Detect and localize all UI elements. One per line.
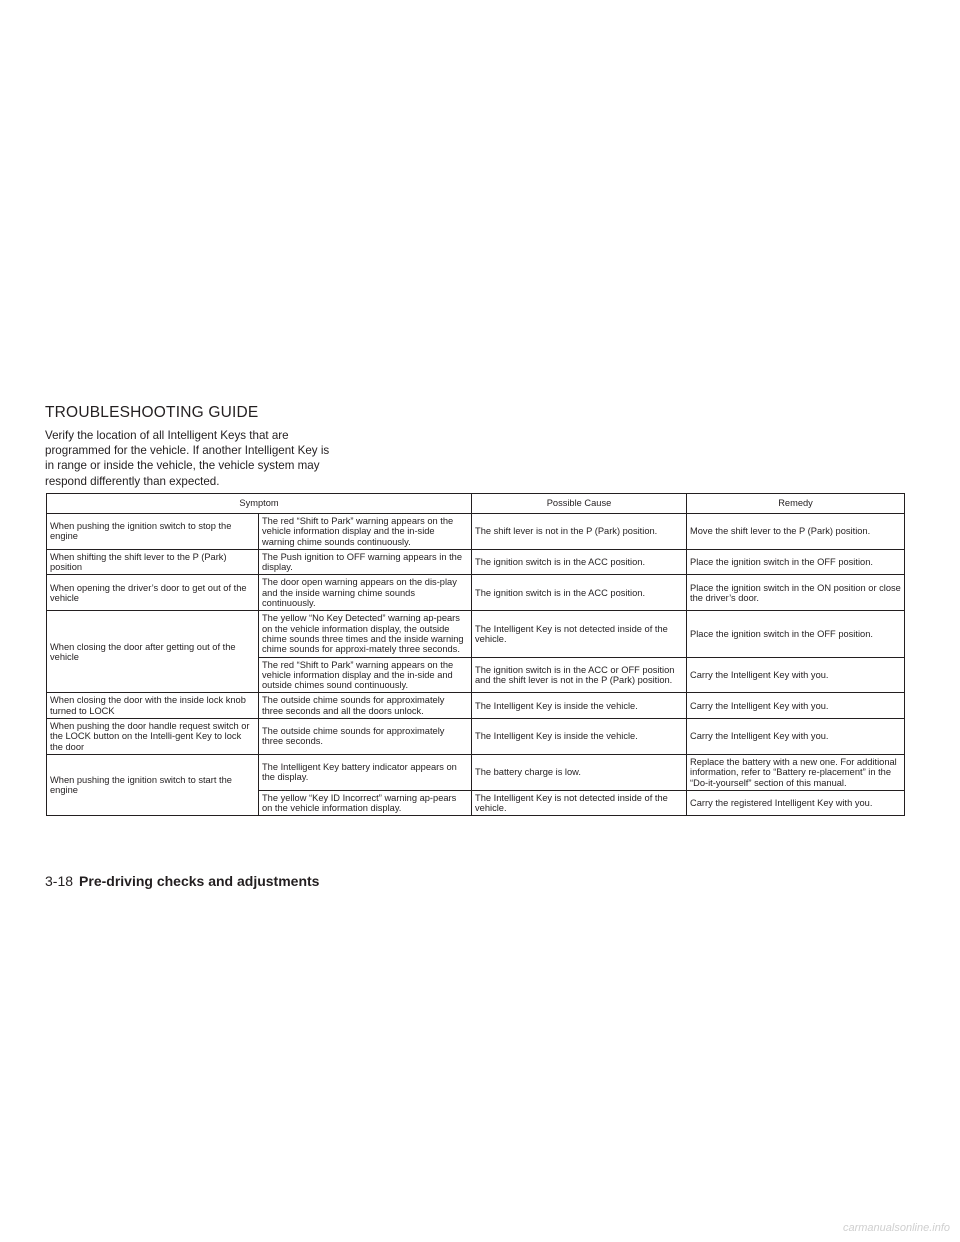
indication-cell: The outside chime sounds for approximately three seconds and all the doors unlock. — [259, 693, 472, 719]
section-title: TROUBLESHOOTING GUIDE — [45, 404, 259, 421]
table-row — [47, 754, 905, 790]
indication-cell: The door open warning appears on the dis-play and the inside warning chime sounds continuously. — [259, 575, 472, 611]
remedy-cell: Place the ignition switch in the ON position or close the driver’s door. — [687, 575, 905, 611]
remedy-cell: Place the ignition switch in the OFF position. — [687, 549, 905, 575]
symptom-cell: When pushing the ignition switch to start the engine — [47, 754, 259, 815]
cause-cell: The Intelligent Key is not detected inside of the vehicle. — [472, 611, 687, 657]
indication-cell: The Intelligent Key battery indicator appears on the display. — [259, 754, 472, 790]
remedy-cell: Replace the battery with a new one. For additional information, refer to “Battery re-placement” in the “Do-it-yourself” section of this manual. — [687, 754, 905, 790]
indication-cell: The outside chime sounds for approximately three seconds. — [259, 719, 472, 755]
watermark: carmanualsonline.info — [842, 1222, 950, 1234]
cause-cell: The Intelligent Key is not detected inside of the vehicle. — [472, 790, 687, 816]
page-footer — [45, 873, 319, 889]
cause-cell: The Intelligent Key is inside the vehicle. — [472, 719, 687, 755]
indication-cell: The yellow “Key ID Incorrect” warning ap-pears on the vehicle information display. — [259, 790, 472, 816]
header-possible-cause: Possible Cause — [472, 494, 687, 514]
symptom-cell: When closing the door after getting out of the vehicle — [47, 611, 259, 693]
cause-cell: The ignition switch is in the ACC position. — [472, 575, 687, 611]
table-row — [47, 719, 905, 755]
header-remedy: Remedy — [687, 494, 905, 514]
indication-cell: The red “Shift to Park” warning appears on the vehicle information display and the in-side warning chime sounds continuously. — [259, 514, 472, 550]
intro-paragraph: Verify the location of all Intelligent Keys that are programmed for the vehicle. If another Intelligent Key is in range or inside the vehicle, the vehicle system may respond differently than expected. — [45, 429, 330, 488]
remedy-cell: Carry the registered Intelligent Key with you. — [687, 790, 905, 816]
table-row — [47, 575, 905, 611]
cause-cell: The Intelligent Key is inside the vehicle. — [472, 693, 687, 719]
symptom-cell: When closing the door with the inside lock knob turned to LOCK — [47, 693, 259, 719]
symptom-cell: When pushing the ignition switch to stop the engine — [47, 514, 259, 550]
header-symptom: Symptom — [47, 494, 472, 514]
troubleshooting-table — [46, 493, 905, 816]
remedy-cell: Carry the Intelligent Key with you. — [687, 657, 905, 693]
remedy-cell: Move the shift lever to the P (Park) position. — [687, 514, 905, 550]
remedy-cell: Carry the Intelligent Key with you. — [687, 693, 905, 719]
table-header-row — [47, 494, 905, 514]
table-row — [47, 693, 905, 719]
indication-cell: The yellow “No Key Detected” warning ap-pears on the vehicle information display, the outside chime sounds three times and the inside warning chime sounds for approxi-mately three seconds. — [259, 611, 472, 657]
indication-cell: The Push ignition to OFF warning appears in the display. — [259, 549, 472, 575]
table-row — [47, 549, 905, 575]
symptom-cell: When pushing the door handle request switch or the LOCK button on the Intelli-gent Key to lock the door — [47, 719, 259, 755]
cause-cell: The shift lever is not in the P (Park) position. — [472, 514, 687, 550]
remedy-cell: Place the ignition switch in the OFF position. — [687, 611, 905, 657]
cause-cell: The ignition switch is in the ACC or OFF position and the shift lever is not in the P (Park) position. — [472, 657, 687, 693]
page-number: 3-18 — [45, 873, 74, 889]
table-row — [47, 514, 905, 550]
chapter-title: Pre-driving checks and adjustments — [79, 873, 320, 889]
symptom-cell: When opening the driver’s door to get out of the vehicle — [47, 575, 259, 611]
cause-cell: The battery charge is low. — [472, 754, 687, 790]
table-row — [47, 611, 905, 657]
symptom-cell: When shifting the shift lever to the P (Park) position — [47, 549, 259, 575]
cause-cell: The ignition switch is in the ACC position. — [472, 549, 687, 575]
remedy-cell: Carry the Intelligent Key with you. — [687, 719, 905, 755]
indication-cell: The red “Shift to Park” warning appears on the vehicle information display and the in-side and outside chimes sound continuously. — [259, 657, 472, 693]
